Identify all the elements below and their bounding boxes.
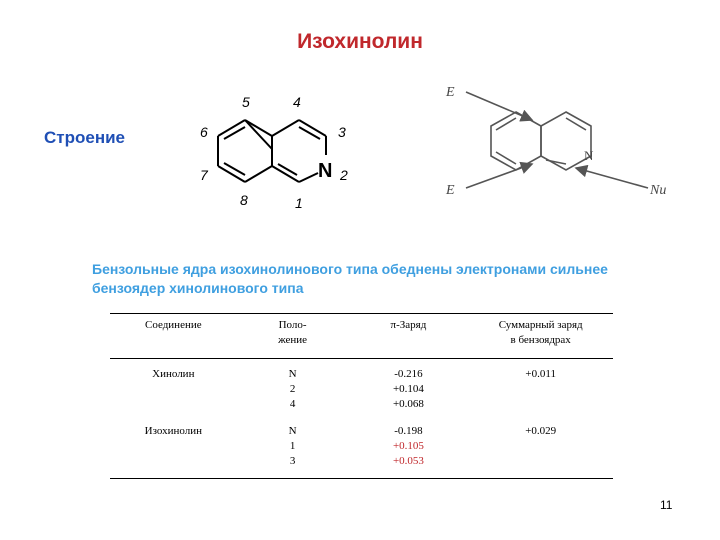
double-bond-c7-c8 — [224, 163, 245, 175]
statement-text: Бензольные ядра изохинолинового типа обеднены электронами сильнее бензоядер хинолинового типа — [92, 261, 608, 296]
header-charge-label: -Заряд — [396, 319, 427, 331]
cell-total: +0.029 — [468, 416, 613, 479]
benzene-ring — [491, 112, 541, 170]
inner-bond-1 — [496, 118, 516, 130]
header-compound-label: Соединение — [144, 319, 202, 331]
position-label-7: 7 — [200, 167, 208, 183]
slide-title: Изохинолин — [297, 30, 423, 53]
electrophile-label-top: E — [446, 85, 455, 100]
reactivity-attack-diagram — [440, 76, 680, 216]
double-bond-c4-c3 — [299, 127, 320, 139]
charge-value: -0.198 — [394, 425, 423, 437]
position-label-1: 1 — [295, 195, 303, 211]
section-label-structure: Строение — [44, 128, 125, 147]
nucleophile-label: Nu — [650, 183, 667, 198]
electrophile-arrow-top — [466, 92, 532, 120]
position-value: 2 — [289, 383, 296, 395]
header-total-line1: Суммарный заряд — [498, 319, 583, 331]
position-value: N — [288, 368, 297, 380]
header-total — [468, 314, 613, 359]
header-charge — [349, 314, 469, 359]
bond-c4a-c4 — [272, 120, 299, 136]
charge-value: +0.068 — [392, 398, 424, 410]
cell-compound: Хинолин — [152, 368, 195, 380]
page-number: 11 — [660, 498, 673, 512]
header-position-line2: жение — [278, 334, 308, 346]
cell-charges — [349, 359, 469, 417]
nitrogen-atom-label: N — [318, 160, 333, 182]
cell-total: +0.011 — [525, 368, 556, 380]
position-label-4: 4 — [293, 94, 301, 110]
table-row — [110, 416, 613, 479]
charge-value-highlighted: +0.053 — [392, 455, 424, 467]
cell-charges — [349, 416, 469, 479]
cell-compound: Изохинолин — [110, 416, 237, 479]
double-bond-c5-c6 — [224, 127, 245, 139]
molecule-bonds — [218, 120, 326, 182]
charge-value: +0.104 — [392, 383, 424, 395]
pi-symbol: π — [390, 319, 397, 331]
table-header-row — [110, 314, 613, 359]
header-position — [237, 314, 349, 359]
position-value: 1 — [289, 440, 296, 452]
bond-c8-c8a — [245, 166, 272, 182]
nucleophile-arrow — [576, 168, 648, 188]
position-label-3: 3 — [338, 124, 346, 140]
header-position-line1: Поло- — [278, 319, 307, 331]
position-label-2: 2 — [340, 167, 348, 183]
position-label-8: 8 — [240, 192, 248, 208]
position-label-5: 5 — [242, 94, 250, 110]
electrophile-arrow-bottom — [466, 164, 532, 188]
charge-table — [110, 313, 613, 479]
inner-bond-4 — [546, 160, 566, 164]
header-compound — [110, 314, 237, 359]
inner-bond-2 — [496, 152, 516, 164]
bond-n2-c1 — [299, 173, 318, 182]
double-bond-c1-c8a — [278, 164, 297, 175]
electrophile-label-bottom: E — [446, 183, 455, 198]
position-value: 3 — [289, 455, 296, 467]
position-label-6: 6 — [200, 124, 208, 140]
position-value: 4 — [289, 398, 296, 410]
table-row — [110, 359, 613, 417]
reactivity-nitrogen-label: N — [584, 148, 594, 163]
charge-value: -0.216 — [394, 368, 423, 380]
cell-positions — [237, 416, 349, 479]
charge-value-highlighted: +0.105 — [392, 440, 424, 452]
inner-bond-3 — [566, 118, 586, 130]
cell-positions — [237, 359, 349, 417]
header-total-line2: в бензоядрах — [510, 334, 571, 346]
isoquinoline-structure-diagram — [190, 85, 370, 220]
position-value: N — [288, 425, 297, 437]
